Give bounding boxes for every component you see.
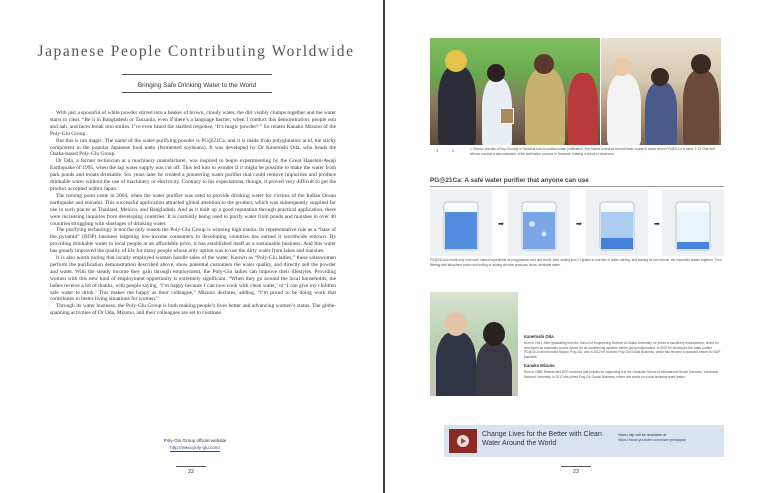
article-subtitle: Bringing Safe Drinking Water to the World (137, 82, 257, 89)
person-head (691, 54, 711, 74)
portrait-oda-mizuno (430, 292, 518, 396)
paragraph: Dr Oda, a former technician at a machinery manufacturer, was inspired to begin experimenting by the Great Hanshin-Awaji Earthquake of 1995, when the tap water supply was cut off. This led him to wonder if it might be possible to make the water from park ponds and moats drinkable. Six years later he created a pioneering water purifier that could remove impurities and produce drinkable water without the use of machinery or electricity. Contrary to his expectations, though, it proved very difficult to get the product accepted within Japan. (50, 158, 336, 192)
arrow-icon: ➡ (498, 220, 504, 228)
video-banner[interactable] (444, 425, 724, 457)
bio-name: Kanako Mizuno (524, 363, 555, 369)
person-figure (568, 73, 598, 145)
video-title: Change Lives for the Better with Clean Water Around the World (482, 431, 602, 447)
purifier-caption: PG@21Ca is made only from such natural ingredients as polyglutamic acid and shells. After adding just 0.1 grams to one liter of water, stirring, and leaving for one minute, the impurities cluster together. Then filtering with absorbent cotton and boiling or adding chlorine produces clean, drinkable water. (430, 258, 722, 267)
person-figure (645, 82, 677, 145)
left-page (0, 0, 383, 493)
paragraph: The turning point came in 2004, when the water purifier was used to provide drinking water for victims of the Indian Ocean earthquake and tsunami. This successful application attracted global attention to the product, which was subsequently supplied for use in such places as Thailand, Mexico, and Bangladesh. And as it built up a good reputation through practical application, there were increasing inquiries from developing countries. It is currently being used to purify water from ponds and marshes in over 40 countries struggling with shortages of drinking water. (50, 192, 336, 227)
page-number-left: 22 (176, 466, 206, 475)
person-figure (525, 68, 565, 145)
photo-numbers (436, 148, 468, 153)
beaker-in-hand (500, 108, 514, 124)
photo-number: 2 (452, 148, 455, 153)
beaker-step-3 (586, 190, 648, 256)
arrow-icon: ➡ (576, 220, 582, 228)
person-headscarf (445, 50, 467, 72)
person-head (483, 322, 505, 346)
website-label: Poly-Glu Group official website (163, 438, 227, 443)
purification-steps (430, 190, 724, 256)
video-link[interactable]: https://www.youtube.com/user/pmojapan (618, 438, 687, 443)
person-figure (476, 342, 512, 396)
subtitle-divider (122, 92, 272, 93)
bio-text: Born in 1988. Researched BOP business and policies for supporting it at the Graduate School of International Social Sciences, Yokohama National University. In 2012 she joined Poly-Glu Social Business, where she works on social business team leader. (524, 370, 719, 379)
photo-tanzania-demo (601, 38, 721, 145)
photo-tanzania-lesson (430, 38, 600, 145)
video-note-text: Video clip will be available at (618, 433, 667, 437)
person-head (651, 68, 669, 86)
video-note (618, 433, 722, 443)
paragraph: The purifying technology is not the only reason the Poly-Glu Group is winning high marks. Its representative role as a “base of the pyramid” (BOP) business targeting low-income consumers in developing countries has earned it worldwide renown. By providing drinkable water to local people at an affordable price, it has established itself as a sustainable business. And this water has greatly improved the quality of life for many people whose only option was to use the dirty water from lakes and marshes. (50, 227, 336, 255)
beaker-step-2 (508, 190, 570, 256)
arrow-icon: ➡ (654, 220, 660, 228)
person-figure (438, 66, 476, 145)
paragraph: With just a spoonful of white powder stirred into a beaker of brown, cloudy water, the dirt visibly clumps together and the water starts to clear. “Be it in Bangladesh or Tanzania, even if there’s a language barrier, when I conduct this demonstration, people ooh and aah, and faces break into smiles. I’ve even heard the startled response, ‘It’s magic powder!’” So relates Kanako Mizuno of the Poly-Glu Group. (50, 110, 336, 137)
beaker-step-4 (662, 190, 724, 256)
article-title: Japanese People Contributing Worldwide (37, 43, 355, 60)
beaker-step-1 (430, 190, 492, 256)
article-body (50, 110, 336, 317)
paragraph: It is also worth noting that locally employed women handle sales of the water. Known as “Poly-Glu ladies,” these saleswomen perform the purification demonstration described above, show potential customers the water quality, and directly sell the powder and water. With the steady income they gain through employment, the Poly-Glu ladies can improve their lifestyles. Providing women with this new kind of employment opportunity is extremely significant. “When they go around the local households, the ladies receive a lot of thanks, with people saying, ‘I’m happy because I can now cook with clean water,’ or ‘I can give my children safe water to drink.’ This makes me happy as their colleague,” Mizuno declares, adding, “I’m proud to be doing work that contributes to better living situations for women.” (50, 255, 336, 303)
page-spine (383, 0, 385, 493)
bio-name: Kanetoshi Oda (524, 334, 554, 339)
paragraph: Through its water business, the Poly-Glu Group is both making people’s lives better and advancing women’s status. The globe-spanning activities of Dr Oda, Mizuno, and their colleagues are set to continue. (50, 303, 336, 317)
person-head (445, 312, 467, 336)
website-block (120, 437, 270, 451)
photo-caption: 1. Mizuno teaches a Poly-Glu lady in Tanzania how to conduct water purification. She travels overseas several times a year to areas where PG@21Ca is used. 2. Dr Oda and Mizuno conduct a demonstration of the purification process in Tanzania, drawing a crowd of observers. (470, 147, 715, 156)
page-number-right: 23 (561, 466, 591, 475)
person-figure (683, 70, 719, 145)
biographies (524, 334, 724, 384)
website-link[interactable]: http://www.poly-glu.com/ (170, 445, 220, 450)
paragraph: But this is not magic. The name of the water-purifying powder is PG@21Ca, and it is made from polyglutamic acid, the sticky component in the popular Japanese food natto (fermented soybeans). It was developed by Dr Kanetoshi Oda, who heads the Osaka-based Poly-Glu Group. (50, 137, 336, 158)
photo-number: 1 (436, 148, 439, 153)
person-figure (607, 74, 641, 145)
person-head (487, 64, 505, 82)
person-head (613, 58, 631, 76)
bio-text: Born in 1941. After graduating from the School of Engineering Science at Osaka University, he joined a machinery manufacturer, where he developed an automatic control device for air conditioning systems before going independent. In 2002 he developed the water purifier PG@21Ca and founded Nippon Poly-Glu, and in 2012 he founded Poly-Glu Social Business, which has become a standard bearer for BOP business. (524, 341, 721, 359)
video-thumbnail[interactable] (449, 429, 477, 453)
person-head (534, 54, 554, 74)
title-divider (122, 74, 272, 75)
purifier-heading: PG@21Ca: A safe water purifier that anyone can use (430, 177, 724, 187)
person-figure (436, 332, 476, 396)
